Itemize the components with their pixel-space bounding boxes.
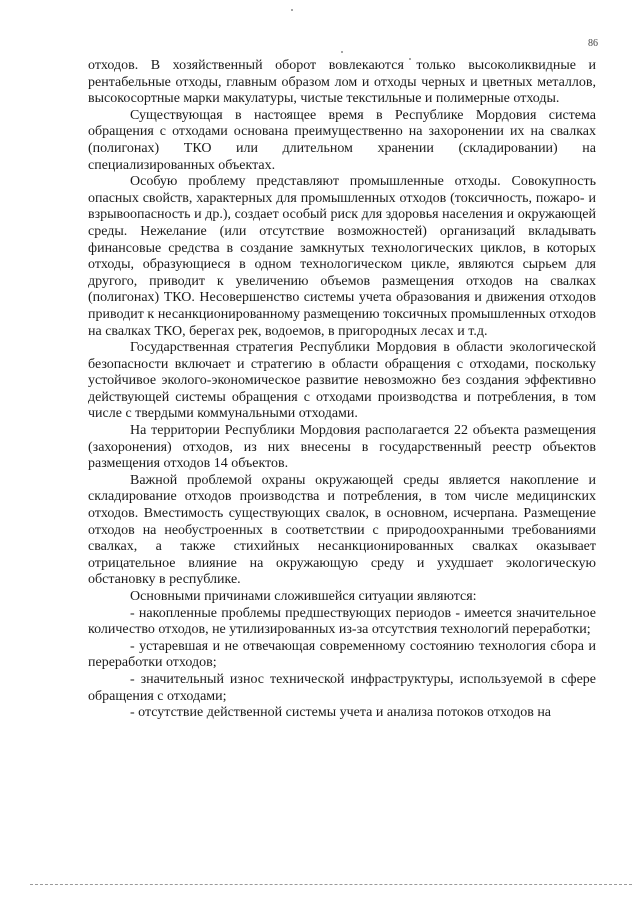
scan-artifact [291,9,293,11]
list-item: - значительный износ технической инфраструктуры, используемой в сфере обращения с отходами; [88,671,596,704]
paragraph: На территории Республики Мордовия располагается 22 объекта размещения (захоронения) отходов, из них внесены в государственный реестр объектов размещения отходов 14 объектов. [88,423,596,472]
list-item: - отсутствие действенной системы учета и анализа потоков отходов на [130,705,552,721]
list-item: - накопленные проблемы предшествующих периодов - имеется значительное количество отходов, не утилизированных из-за отсутствия технологий переработки; [88,605,596,638]
paragraph: Существующая в настоящее время в Республике Мордовия система обращения с отходами основана преимущественно на захоронении их на свалках (полигонах) ТКО или длительном хранении (складировании) на специализированных объектах. [88,107,596,173]
paragraph: Важной проблемой охраны окружающей среды является накопление и складирование отходов производства и потребления, в том числе медицинских отходов. Вместимость существующих свалок, в основном, исчерпана. Размещение отходов на необустроенных в соответствии с природоохранными требованиями свалках, а также стихийных несанкционированных свалках оказывает отрицательное влияние на окружающую среду и ухудшает экологическую обстановку в республике. [88,472,596,588]
page-number: 86 [588,38,598,49]
list-item: - устаревшая и не отвечающая современному состоянию технология сбора и переработки отходов; [88,638,596,671]
paragraph: Особую проблему представляют промышленные отходы. Совокупность опасных свойств, характерных для промышленных отходов (токсичность, пожаро- и взрывоопасность и др.), создает особый риск для здоровья населения и окружающей среды. Нежелание (или отсутствие возможностей) организаций вкладывать финансовые средства в создание замкнутых технологических циклов, в которых отходы, образующиеся в одном технологическом цикле, являются сырьем для другого, приводит к увеличению объемов размещения отходов на свалках (полигонах) ТКО. Несовершенство системы учета образования и движения отходов приводит к несанкционированному размещению токсичных промышленных отходов на свалках ТКО, берегах рек, водоемов, в пригородных лесах и т.д. [88,174,596,339]
document-body [88,58,596,722]
paragraph: Основными причинами сложившейся ситуации являются: [130,589,477,604]
scan-artifact [341,51,343,53]
paragraph: отходов. В хозяйственный оборот вовлекаются только высоколиквидные и рентабельные отходы, главным образом лом и отходы черных и цветных металлов, высокосортные марки макулатуры, чистые текстильные и полимерные отходы. [88,58,596,107]
paragraph: Государственная стратегия Республики Мордовия в области экологической безопасности включает и стратегию в области обращения с отходами, поскольку устойчивое эколого-экономическое развитие невозможно без создания эффективно действующей системы обращения с отходами производства и потребления, в том числе с твердыми коммунальными отходами. [88,340,596,422]
footer-rule [30,884,632,885]
